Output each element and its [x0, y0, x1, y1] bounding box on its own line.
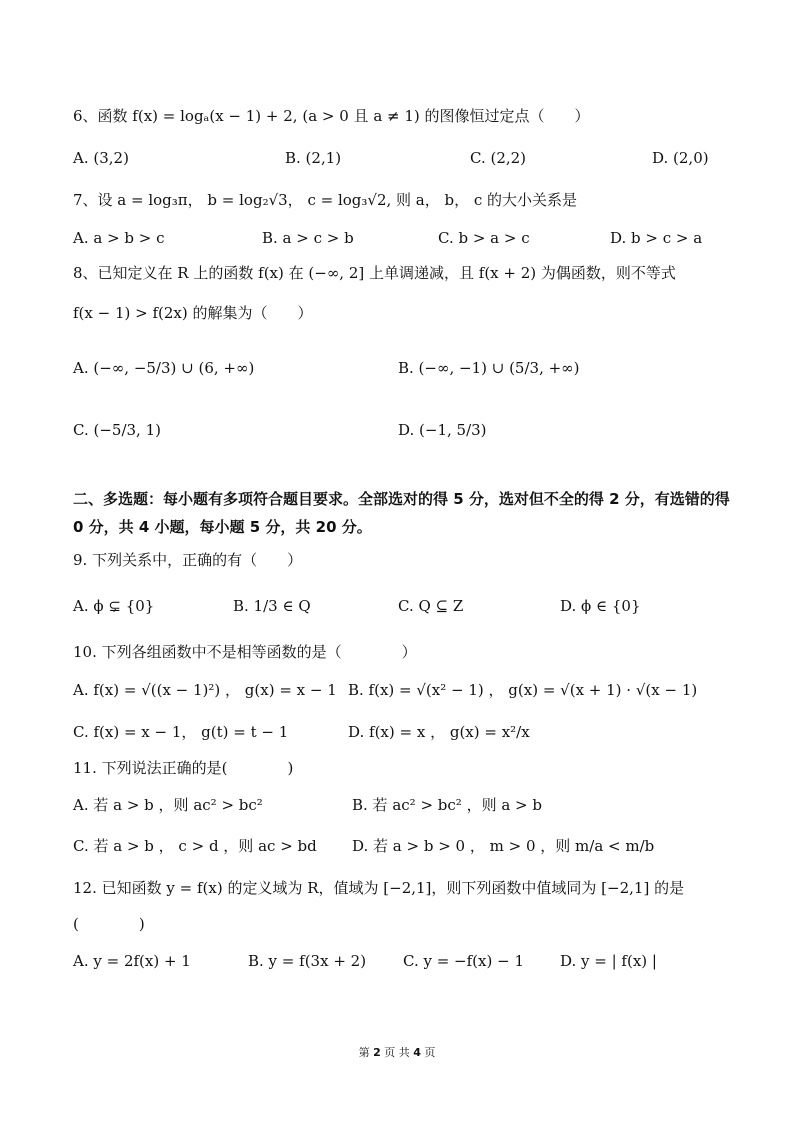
q8-option-a: A. (−∞, −5/3) ∪ (6, +∞) — [73, 359, 255, 377]
q9-stem: 9. 下列关系中，正确的有（ ） — [73, 551, 303, 569]
q6-option-c: C. (2,2) — [470, 149, 527, 167]
q8-stem-line2: f(x − 1) > f(2x) 的解集为（ ） — [73, 304, 313, 322]
q7-option-d: D. b > c > a — [610, 229, 703, 247]
footer-page-number: 2 — [373, 1046, 381, 1059]
q7-stem: 7、设 a = log₃π， b = log₂√3， c = log₃√2, 则 a， b， c 的大小关系是 — [73, 191, 578, 209]
page-footer — [0, 1044, 794, 1060]
q11-option-c: C. 若 a > b ， c > d ，则 ac > bd — [73, 837, 317, 855]
q7-option-c: C. b > a > c — [438, 229, 530, 247]
q10-option-d: D. f(x) = x ， g(x) = x²/x — [348, 723, 530, 741]
section-2-heading: 二、多选题：每小题有多项符合题目要求。全部选对的得 5 分，选对但不全的得 2 分，有选错的得 0 分，共 4 小题，每小题 5 分，共 20 分。 — [73, 490, 730, 536]
q8-option-b: B. (−∞, −1) ∪ (5/3, +∞) — [398, 359, 580, 377]
q11-option-a: A. 若 a > b ，则 ac² > bc² — [73, 796, 263, 814]
footer-mid: 页 共 — [384, 1046, 410, 1059]
q12-option-a: A. y = 2f(x) + 1 — [73, 952, 191, 970]
q10-option-c: C. f(x) = x − 1， g(t) = t − 1 — [73, 723, 289, 741]
q10-stem: 10. 下列各组函数中不是相等函数的是（ ） — [73, 643, 417, 661]
q12-stem-line1: 12. 已知函数 y = f(x) 的定义域为 R，值域为 [−2,1]，则下列函数中值域同为 [−2,1] 的是 — [73, 879, 685, 897]
q9-option-b: B. 1/3 ∈ Q — [233, 597, 311, 615]
q12-option-d: D. y = | f(x) | — [560, 952, 657, 970]
q6-stem: 6、函数 f(x) = logₐ(x − 1) + 2, (a > 0 且 a ≠ 1) 的图像恒过定点（ ） — [73, 107, 590, 125]
q10-option-a: A. f(x) = √((x − 1)²) ， g(x) = x − 1 — [73, 681, 337, 699]
q6-option-d: D. (2,0) — [652, 149, 709, 167]
q11-option-b: B. 若 ac² > bc² ，则 a > b — [352, 796, 542, 814]
q8-option-d: D. (−1, 5/3) — [398, 421, 487, 439]
footer-pre: 第 — [358, 1046, 370, 1059]
footer-post: 页 — [424, 1046, 436, 1059]
q12-option-c: C. y = −f(x) − 1 — [403, 952, 524, 970]
q12-option-b: B. y = f(3x + 2) — [248, 952, 367, 970]
q9-option-d: D. ϕ ∈ {0} — [560, 597, 641, 615]
q9-option-c: C. Q ⊆ Z — [398, 597, 464, 615]
q7-option-b: B. a > c > b — [262, 229, 354, 247]
q11-option-d: D. 若 a > b > 0 ， m > 0 ，则 m/a < m/b — [352, 837, 655, 855]
q10-option-b: B. f(x) = √(x² − 1) ， g(x) = √(x + 1) · √(x − 1) — [348, 681, 698, 699]
q11-stem: 11. 下列说法正确的是( ) — [73, 759, 294, 777]
q8-stem-line1: 8、已知定义在 R 上的函数 f(x) 在 (−∞, 2] 上单调递减，且 f(x + 2) 为偶函数，则不等式 — [73, 264, 676, 282]
q9-option-a: A. ϕ ⊊ {0} — [73, 597, 155, 615]
q12-stem-line2: ( ) — [73, 915, 145, 933]
q6-option-a: A. (3,2) — [73, 149, 129, 167]
q8-option-c: C. (−5/3, 1) — [73, 421, 161, 439]
q7-option-a: A. a > b > c — [73, 229, 165, 247]
footer-total-pages: 4 — [413, 1046, 421, 1059]
q6-option-b: B. (2,1) — [285, 149, 342, 167]
